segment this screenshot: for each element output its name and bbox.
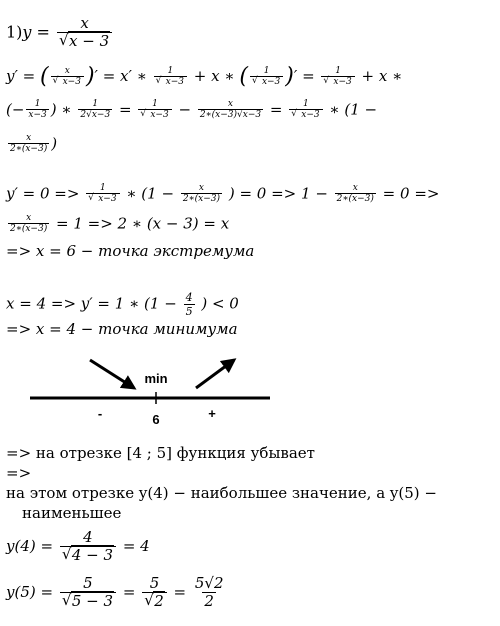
line-max-min: на этом отрезке y(4) − наибольшее значение, а y(5) − [6, 484, 437, 502]
fraction: 1 √ x−3 [321, 67, 354, 88]
line-derivative-1: y′ = ( x √ x−3 )′ = x′ ∗ 1 √ x−3 + x ∗ ( 1 √ x−3 )′ = 1 √ x−3 + x ∗ [6, 66, 402, 88]
line-extremum: => x = 6 − точка экстремума [6, 242, 255, 260]
min-label: min [144, 371, 168, 386]
fraction: x √ x − 3 [57, 16, 112, 50]
decreasing-arrow-icon [90, 360, 134, 388]
fraction: 1 √ x−3 [289, 100, 322, 121]
fraction: 1 √ x−3 [250, 67, 283, 88]
sign-diagram [30, 352, 280, 432]
line-y5: y(5) = 5 √ 5 − 3 = 5 √ 2 = $\frac{5√2}{2}$ [6, 576, 228, 610]
fraction: $\frac{x}{2∗(x-3)}$ [182, 183, 221, 205]
fraction: 5 √ 5 − 3 [60, 576, 116, 610]
line-test-point: x = 4 => y′ = 1 ∗ (1 − $\frac{4}{5}$ ) < 0 [6, 291, 239, 318]
fraction: $\frac{1}{2√x-3}$ [80, 99, 111, 121]
fraction: 4 √ 4 − 3 [60, 530, 116, 564]
increasing-arrow-icon [196, 360, 234, 388]
fraction: $\frac{x}{2∗(x-3)}$ [10, 213, 48, 235]
line-y4: y(4) = 4 √ 4 − 3 = 4 [6, 530, 150, 564]
plus-sign: + [208, 406, 216, 421]
line-derivative-2: (− $\frac{1}{x-3}$ ) ∗ $\frac{1}{2√x-3}$ = 1 √ x−3 − $\frac{x}{2∗(x-3)√x-3}$ = 1 √ x−3 ∗ (1 − [6, 100, 377, 121]
line-decreasing: => на отрезке [4 ; 5] функция убывает [6, 444, 315, 462]
fraction: 1 √ x−3 [138, 100, 171, 121]
line-derivative-3: $\frac{x}{2∗(x-3)}$ ) [10, 133, 58, 155]
label-6: 6 [152, 412, 160, 427]
fraction: $\frac{x}{2∗(x-3)}$ [10, 133, 48, 155]
fraction: x √ x−3 [51, 67, 84, 88]
fraction: 1 √ x−3 [86, 184, 119, 205]
fraction: 1 √ x−3 [154, 67, 187, 88]
fraction: 5 √ 2 [142, 576, 167, 610]
line-minimum: => x = 4 − точка минимума [6, 320, 238, 338]
lhs: y = [22, 22, 50, 42]
line-equation: $\frac{x}{2∗(x-3)}$ = 1 => 2 ∗ (x − 3) = x [10, 213, 230, 235]
minus-sign: - [97, 406, 103, 421]
line-smallest: наименьшее [22, 504, 122, 522]
line-function-definition [6, 16, 114, 50]
fraction: $\frac{x}{2∗(x-3)√x-3}$ [199, 99, 262, 121]
fraction: $\frac{5√2}{2}$ [194, 574, 224, 610]
line-zero-derivative: y′ = 0 => 1 √ x−3 ∗ (1 − $\frac{x}{2∗(x-3)}$ ) = 0 => 1 − $\frac{x}{2∗(x-3)}$ = 0 => [6, 184, 439, 205]
fraction: $\frac{x}{2∗(x-3)}$ [336, 183, 374, 205]
line-implies: => [6, 464, 32, 482]
fraction: $\frac{4}{5}$ [185, 291, 193, 318]
item-number: 1) [6, 22, 23, 42]
fraction: $\frac{1}{x-3}$ [28, 99, 47, 121]
